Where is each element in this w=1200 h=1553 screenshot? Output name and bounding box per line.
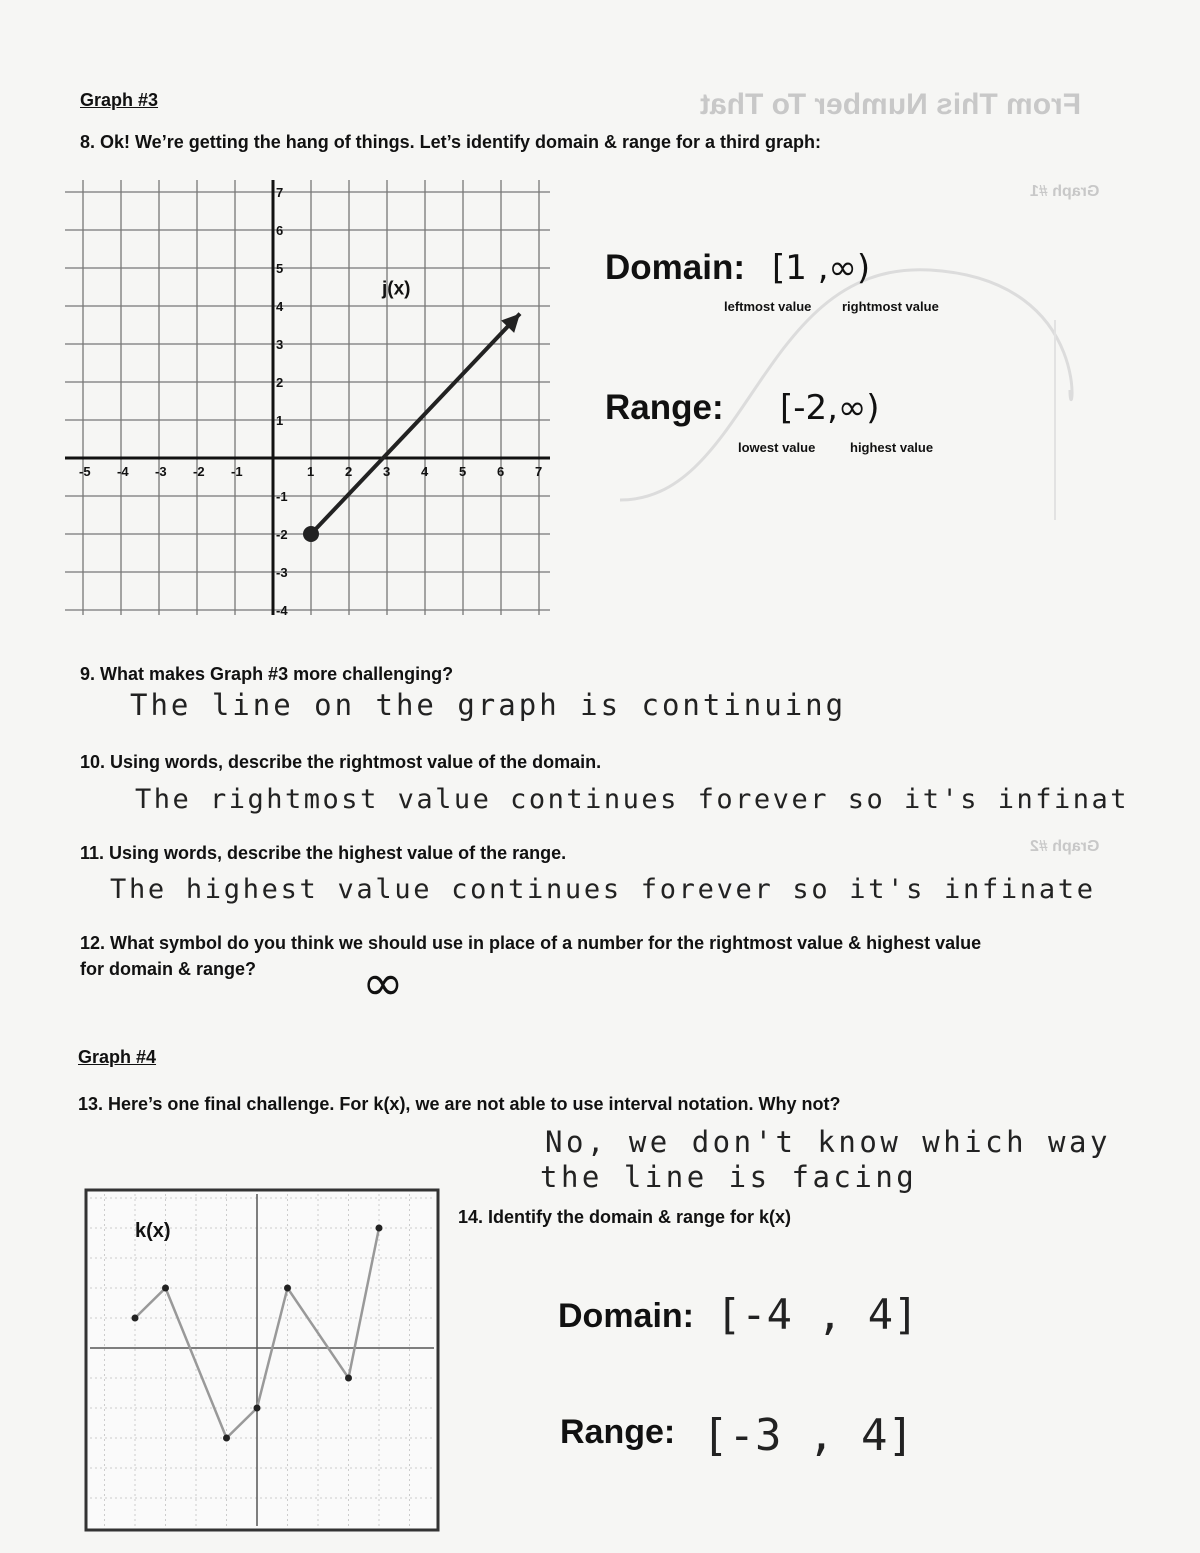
y-tick-label: -4 bbox=[276, 603, 288, 618]
k-point bbox=[284, 1285, 291, 1292]
x-tick-label: -3 bbox=[155, 464, 167, 479]
y-tick-label: 2 bbox=[276, 375, 284, 390]
x-tick-label: 3 bbox=[383, 464, 391, 479]
x-tick-label: 6 bbox=[497, 464, 505, 479]
bleedthrough-graph1: Graph #1 bbox=[1030, 183, 1100, 200]
answer-9: The line on the graph is continuing bbox=[130, 688, 847, 722]
j-ray bbox=[311, 314, 520, 534]
answer-12-infinity: ∞ bbox=[362, 954, 404, 1012]
k-point bbox=[132, 1315, 139, 1322]
k-point bbox=[376, 1225, 383, 1232]
k-point bbox=[162, 1285, 169, 1292]
rightmost-value-caption: rightmost value bbox=[842, 299, 939, 314]
question-13: 13. Here’s one final challenge. For k(x), we are not able to use interval notation. Why not? bbox=[78, 1094, 841, 1114]
lowest-value-caption: lowest value bbox=[738, 440, 816, 455]
graph3-coordinate-grid bbox=[65, 175, 555, 625]
graph3-domain-answer: [1 ,∞) bbox=[772, 248, 871, 288]
question-8: 8. Ok! We’re getting the hang of things. Let’s identify domain & range for a third graph: bbox=[80, 132, 822, 152]
k-point bbox=[223, 1435, 230, 1442]
x-tick-label: 7 bbox=[535, 464, 543, 479]
y-tick-label: -1 bbox=[276, 489, 288, 504]
highest-value-caption: highest value bbox=[850, 440, 934, 455]
x-tick-label: 1 bbox=[307, 464, 315, 479]
closed-endpoint bbox=[303, 526, 319, 542]
y-tick-label: 5 bbox=[276, 261, 284, 276]
x-tick-label: 2 bbox=[345, 464, 353, 479]
y-tick-label: 4 bbox=[276, 299, 284, 314]
graph4-range-label: Range: bbox=[560, 1413, 676, 1451]
y-tick-label: 3 bbox=[276, 337, 284, 352]
graph3-domain-label: Domain: bbox=[605, 248, 745, 287]
y-tick-label: -2 bbox=[276, 527, 288, 542]
question-10: 10. Using words, describe the rightmost value of the domain. bbox=[80, 752, 602, 772]
graph4-function-label: k(x) bbox=[135, 1220, 171, 1242]
question-9: 9. What makes Graph #3 more challenging? bbox=[80, 664, 454, 684]
question-14: 14. Identify the domain & range for k(x) bbox=[458, 1207, 792, 1227]
answer-10: The rightmost value continues forever so it's infinat bbox=[135, 784, 1130, 815]
x-tick-label: -2 bbox=[193, 464, 205, 479]
answer-13-line1: No, we don't know which way bbox=[545, 1125, 1111, 1159]
y-tick-label: 6 bbox=[276, 223, 284, 238]
graph3-range-label: Range: bbox=[605, 388, 724, 427]
graph4-heading: Graph #4 bbox=[78, 1047, 157, 1067]
k-point bbox=[254, 1405, 261, 1412]
graph3-function-label: j(x) bbox=[382, 278, 411, 300]
x-tick-label: -5 bbox=[79, 464, 91, 479]
graph4-domain-label: Domain: bbox=[558, 1297, 694, 1335]
graph3-range-answer: [-2,∞) bbox=[780, 388, 880, 428]
bleedthrough-title: From This Number To That bbox=[700, 88, 1082, 121]
y-tick-label: 1 bbox=[276, 413, 284, 428]
y-tick-label: -3 bbox=[276, 565, 288, 580]
x-tick-label: 5 bbox=[459, 464, 467, 479]
answer-13-line2: the line is facing bbox=[540, 1160, 918, 1194]
leftmost-value-caption: leftmost value bbox=[724, 299, 812, 314]
y-tick-label: 7 bbox=[276, 185, 284, 200]
x-tick-label: 4 bbox=[421, 464, 429, 479]
graph4-domain-answer: [-4 , 4] bbox=[716, 1290, 919, 1339]
bleedthrough-graph2: Graph #2 bbox=[1030, 838, 1100, 855]
x-tick-label: -1 bbox=[231, 464, 243, 479]
graph4-range-answer: [-3 , 4] bbox=[702, 1410, 914, 1461]
question-11: 11. Using words, describe the highest value of the range. bbox=[80, 843, 567, 863]
k-point bbox=[345, 1375, 352, 1382]
question-12: 12. What symbol do you think we should use in place of a number for the rightmost value & highest value for domain & range? bbox=[80, 933, 982, 979]
x-tick-label: -4 bbox=[117, 464, 129, 479]
answer-11: The highest value continues forever so it's infinate bbox=[110, 874, 1096, 905]
graph3-heading: Graph #3 bbox=[80, 90, 159, 110]
